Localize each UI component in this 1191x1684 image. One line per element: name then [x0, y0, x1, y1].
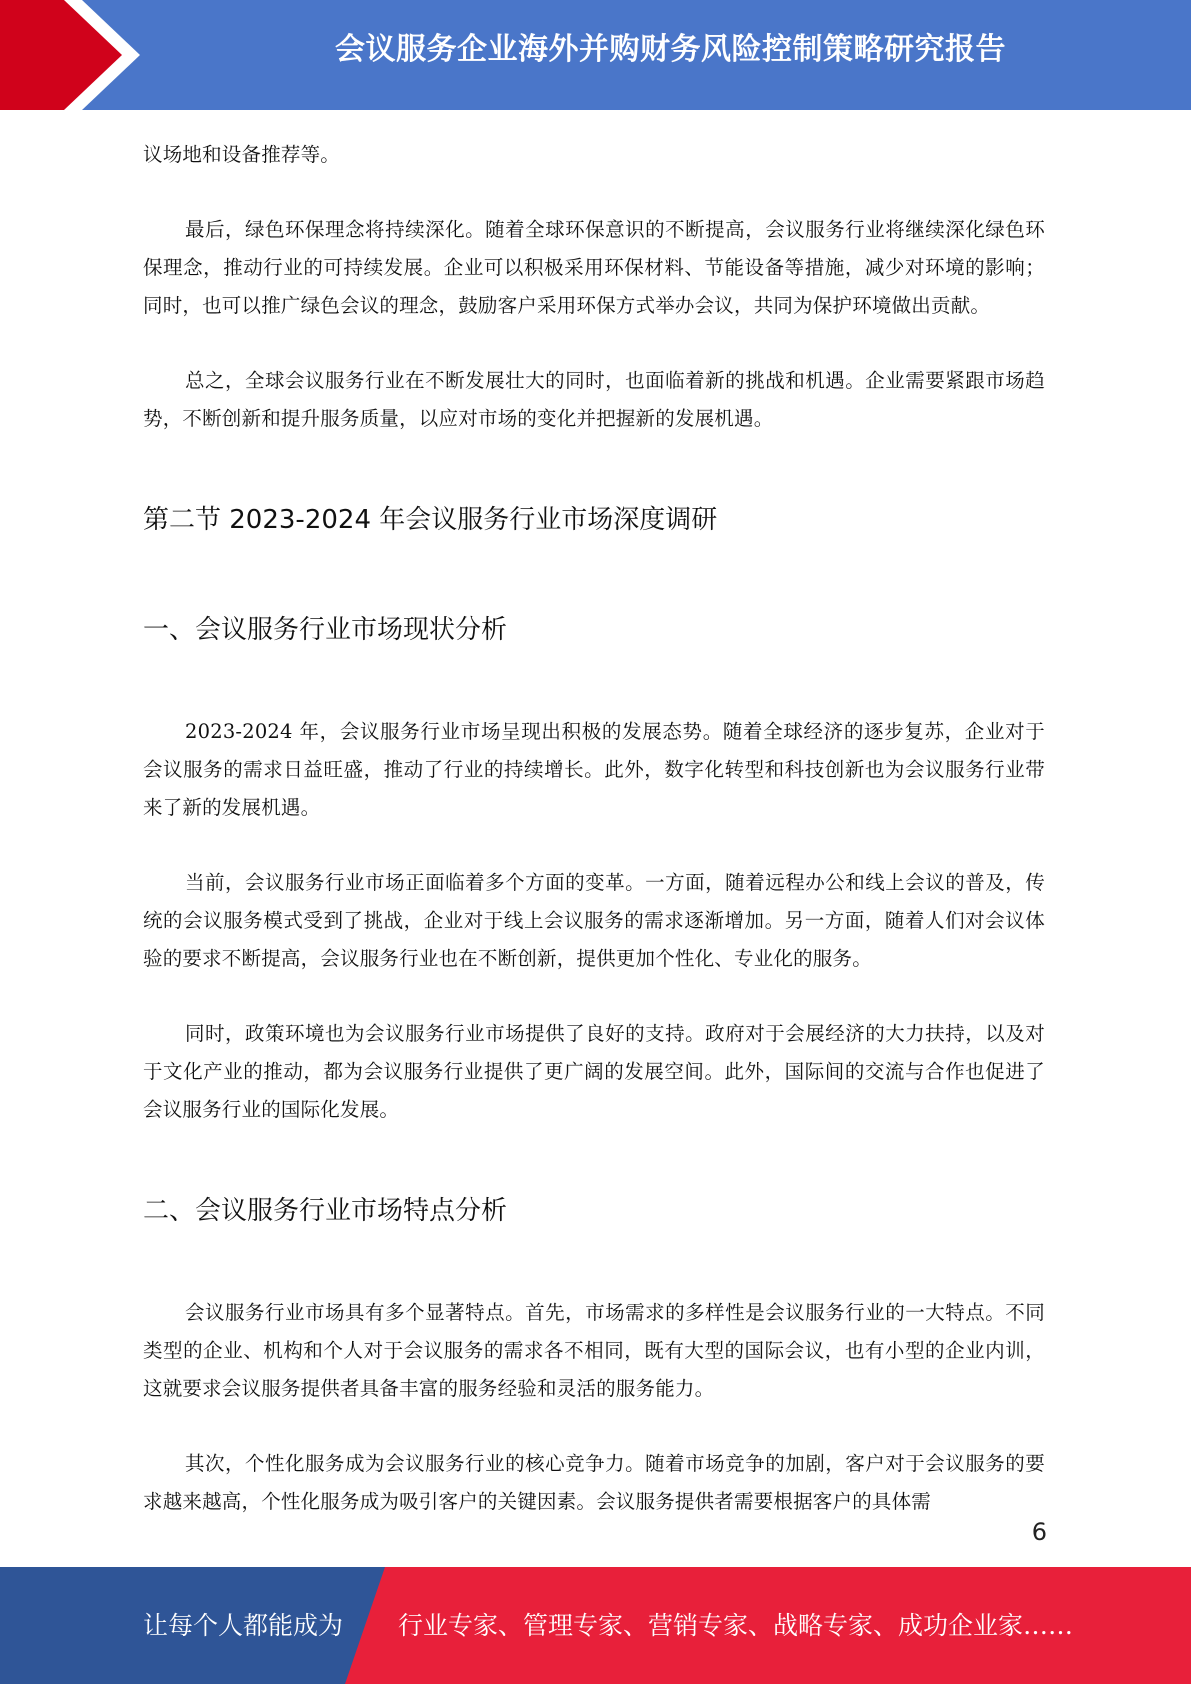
page-number: 6 [1031, 1518, 1047, 1546]
footer-slogan-right: 行业专家、管理专家、营销专家、战略专家、成功企业家…… [398, 1611, 1074, 1640]
paragraph-continued: 议场地和设备推荐等。 [143, 143, 341, 166]
report-title: 会议服务企业海外并购财务风险控制策略研究报告 [335, 32, 1006, 67]
page-header [0, 0, 1191, 110]
subsection-heading-status: 一、会议服务行业市场现状分析 [143, 615, 508, 645]
paragraph-market-change: 当前，会议服务行业市场正面临着多个方面的变革。一方面，随着远程办公和线上会议的普及，传统的会议服务模式受到了挑战，企业对于线上会议服务的需求逐渐增加。另一方面，随着人们对会议体验的要求不断提高，会议服务行业也在不断创新，提供更加个性化、专业化的服务。 [143, 871, 1045, 970]
paragraph-green-concept: 最后，绿色环保理念将持续深化。随着全球环保意识的不断提高，会议服务行业将继续深化绿色环保理念，推动行业的可持续发展。企业可以积极采用环保材料、节能设备等措施，减少对环境的影响；同时，也可以推广绿色会议的理念，鼓励客户采用环保方式举办会议，共同为保护环境做出贡献。 [143, 218, 1045, 317]
header-arrow-decoration [0, 0, 150, 110]
paragraph-policy-support: 同时，政策环境也为会议服务行业市场提供了良好的支持。政府对于会展经济的大力扶持，以及对于文化产业的推动，都为会议服务行业提供了更广阔的发展空间。此外，国际间的交流与合作也促进了会议服务行业的国际化发展。 [143, 1022, 1045, 1121]
section-heading: 第二节 2023-2024 年会议服务行业市场深度调研 [143, 505, 718, 535]
footer-slogan-left: 让每个人都能成为 [143, 1611, 344, 1640]
paragraph-diversity: 会议服务行业市场具有多个显著特点。首先，市场需求的多样性是会议服务行业的一大特点。不同类型的企业、机构和个人对于会议服务的需求各不相同，既有大型的国际会议，也有小型的企业内训，这就要求会议服务提供者具备丰富的服务经验和灵活的服务能力。 [143, 1301, 1045, 1400]
subsection-heading-features: 二、会议服务行业市场特点分析 [143, 1196, 508, 1226]
page-footer [0, 1567, 1191, 1684]
paragraph-market-trend: 2023-2024 年，会议服务行业市场呈现出积极的发展态势。随着全球经济的逐步复苏，企业对于会议服务的需求日益旺盛，推动了行业的持续增长。此外，数字化转型和科技创新也为会议服务行业带来了新的发展机遇。 [143, 720, 1045, 819]
paragraph-personalization: 其次，个性化服务成为会议服务行业的核心竞争力。随着市场竞争的加剧，客户对于会议服务的要求越来越高，个性化服务成为吸引客户的关键因素。会议服务提供者需要根据客户的具体需 [143, 1452, 1045, 1513]
paragraph-summary: 总之，全球会议服务行业在不断发展壮大的同时，也面临着新的挑战和机遇。企业需要紧跟市场趋势，不断创新和提升服务质量，以应对市场的变化并把握新的发展机遇。 [143, 369, 1045, 430]
document-body [143, 136, 1045, 1521]
